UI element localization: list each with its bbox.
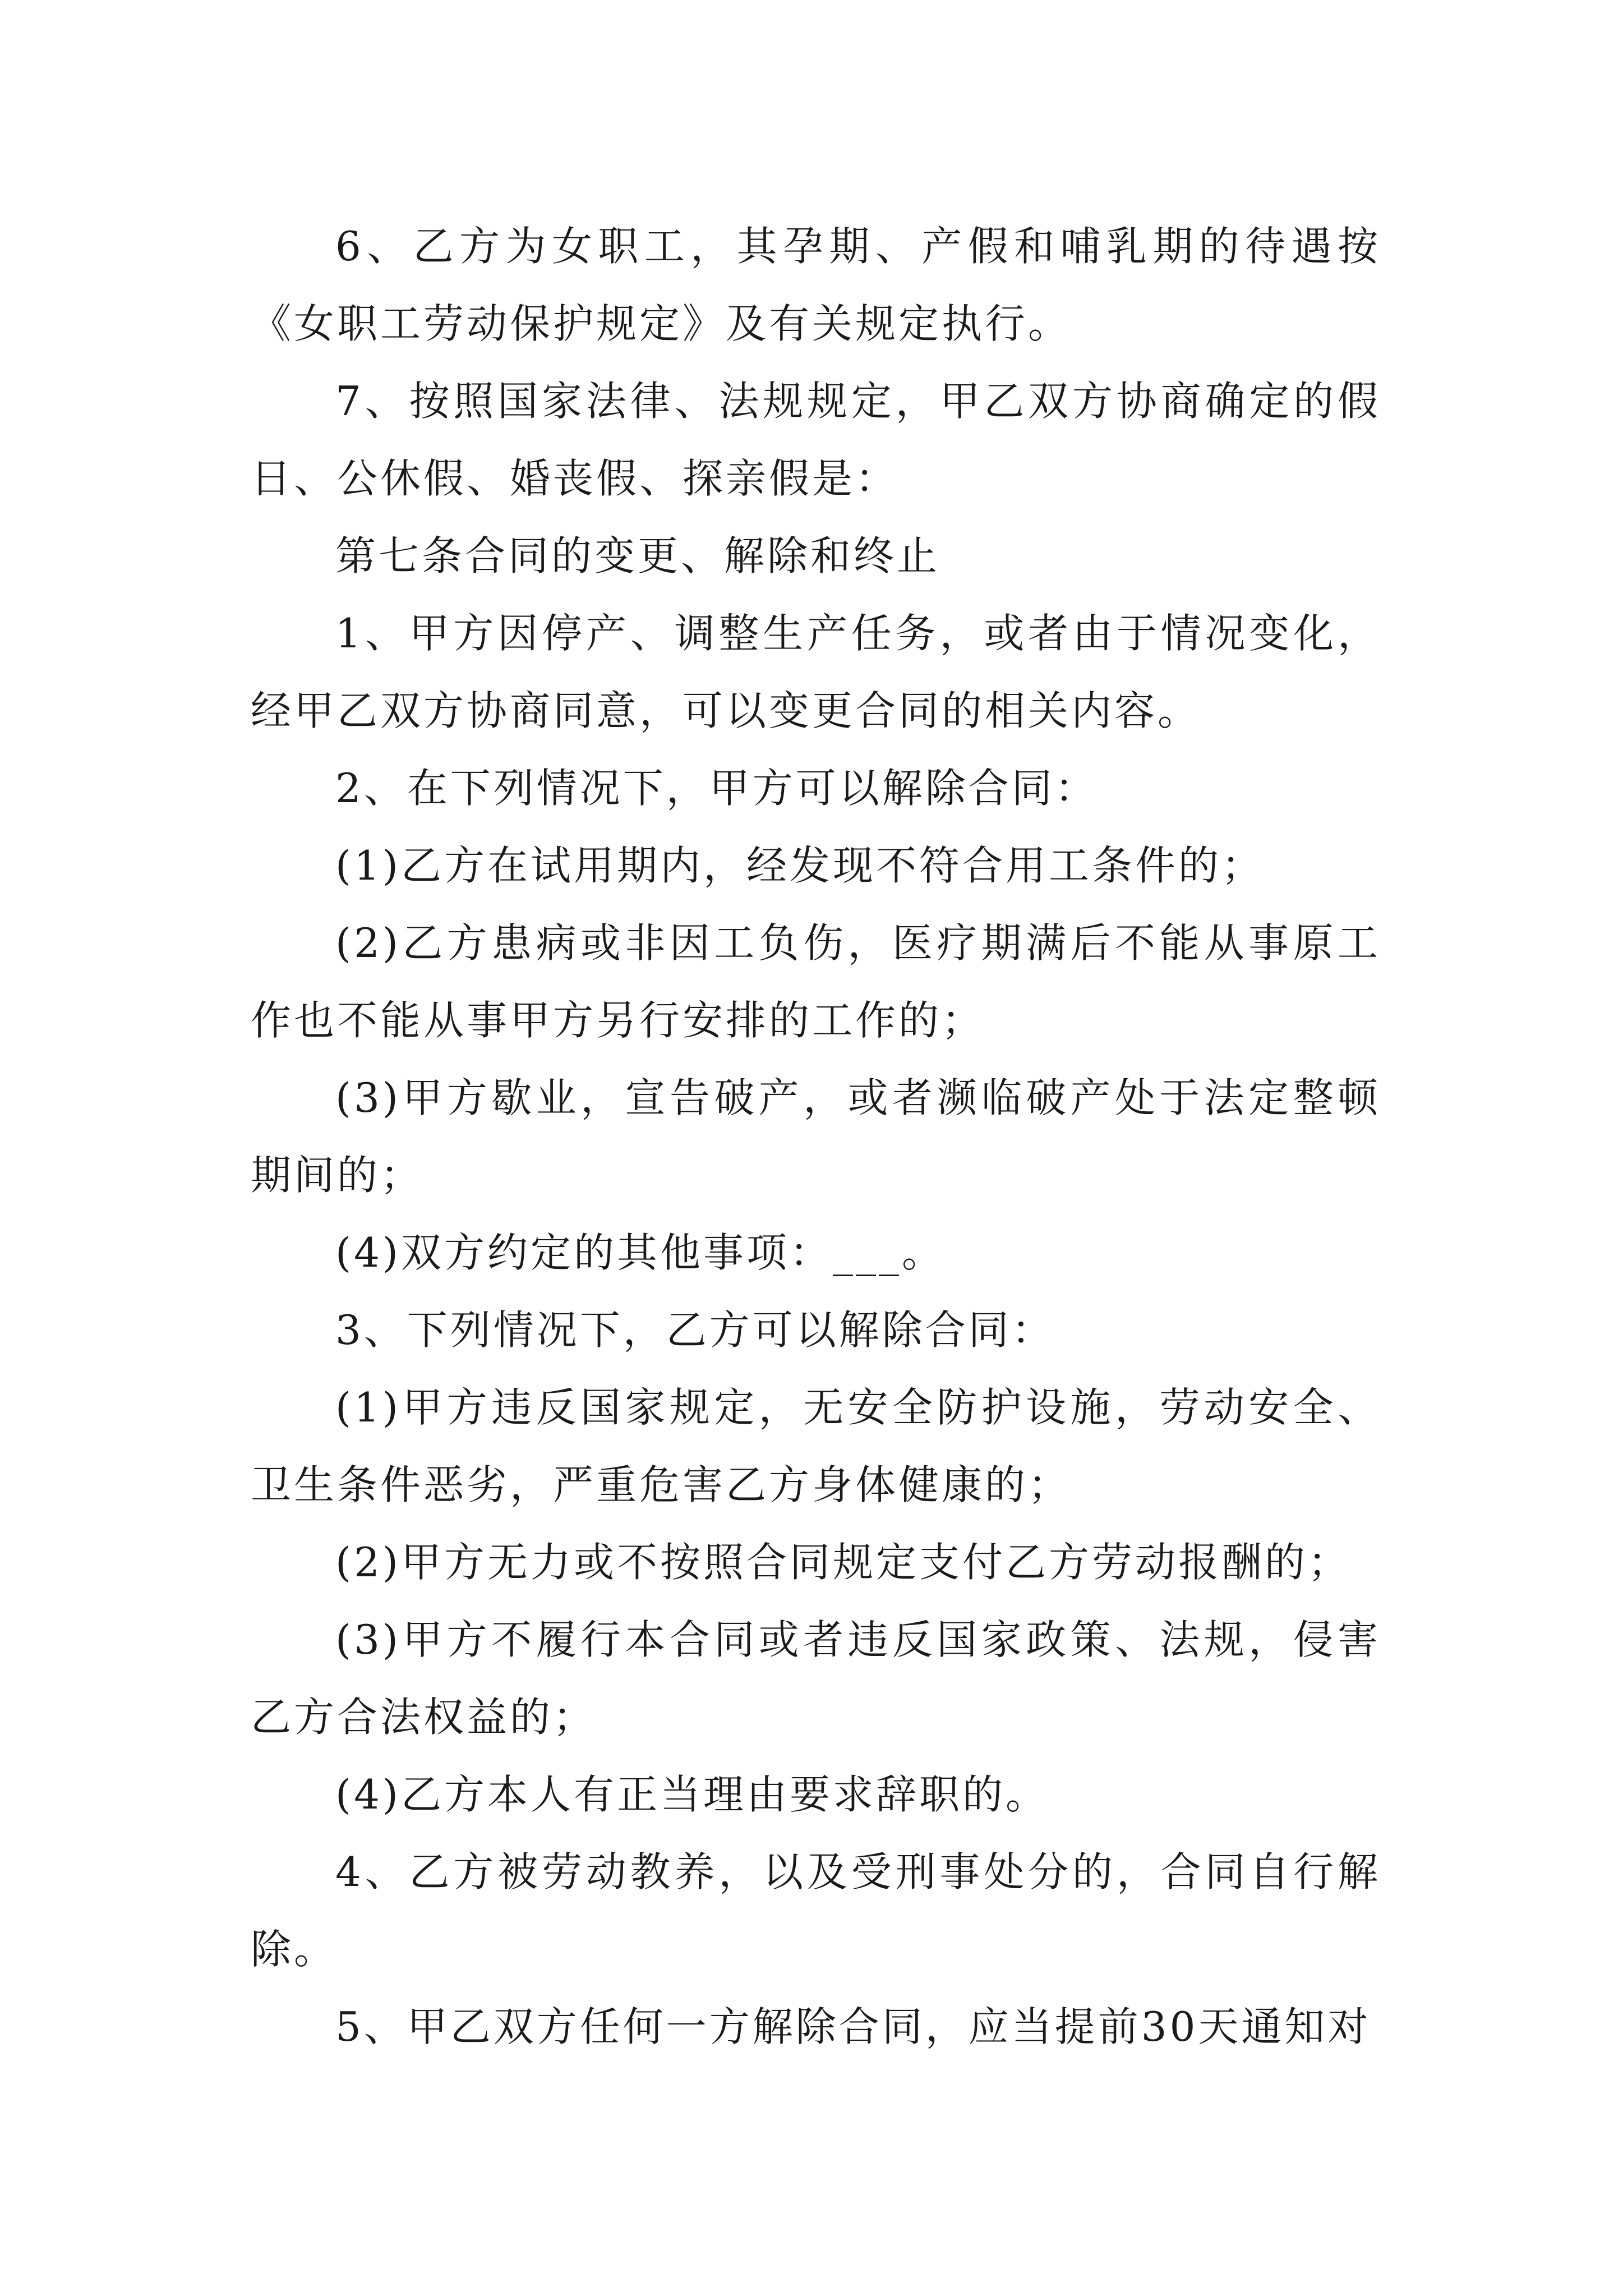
- item-2-3: (3)甲方歇业，宣告破产，或者濒临破产处于法定整顿期间的；: [251, 1074, 1381, 1199]
- paragraph-4-automatic-termination: 4、乙方被劳动教养，以及受刑事处分的，合同自行解除。: [251, 1848, 1381, 1973]
- paragraph-2-employer-termination: 2、在下列情况下，甲方可以解除合同：: [335, 765, 1098, 812]
- item-3-3: (3)甲方不履行本合同或者违反国家政策、法规，侵害乙方合法权益的；: [251, 1616, 1381, 1741]
- paragraph-6-maternity: 6、乙方为女职工，其孕期、产假和哺乳期的待遇按《女职工劳动保护规定》及有关规定执行。: [251, 223, 1381, 347]
- paragraph-5-notice: 5、甲乙双方任何一方解除合同，应当提前30天通知对: [335, 2003, 1371, 2050]
- item-3-2: (2)甲方无力或不按照合同规定支付乙方劳动报酬的；: [335, 1539, 1351, 1586]
- item-2-2: (2)乙方患病或非因工负伤，医疗期满后不能从事原工作也不能从事甲方另行安排的工作的；: [251, 919, 1381, 1044]
- item-2-4: (4)双方约定的其他事项：___。: [335, 1229, 945, 1276]
- item-3-1: (1)甲方违反国家规定，无安全防护设施，劳动安全、卫生条件恶劣，严重危害乙方身体健康的；: [251, 1384, 1381, 1508]
- document-body: [251, 208, 1381, 2065]
- paragraph-3-employee-termination: 3、下列情况下，乙方可以解除合同：: [335, 1306, 1055, 1354]
- item-2-1: (1)乙方在试用期内，经发现不符合用工条件的；: [335, 842, 1265, 889]
- paragraph-7-holidays: 7、按照国家法律、法规规定，甲乙双方协商确定的假日、公休假、婚丧假、探亲假是：: [251, 378, 1381, 502]
- item-3-4: (4)乙方本人有正当理由要求辞职的。: [335, 1771, 1049, 1818]
- article-7-heading: 第七条合同的变更、解除和终止: [335, 532, 940, 579]
- paragraph-1-change: 1、甲方因停产、调整生产任务，或者由于情况变化，经甲乙双方协商同意，可以变更合同的相关内容。: [251, 610, 1381, 734]
